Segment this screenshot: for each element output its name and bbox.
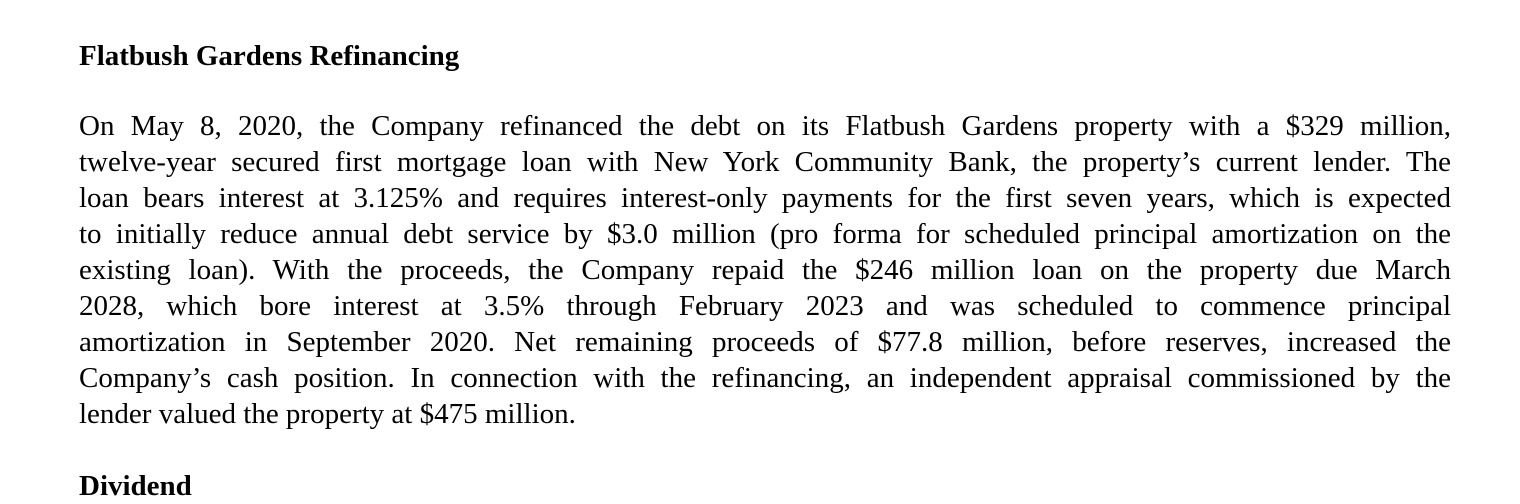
- paragraph-line: On May 8, 2020, the Company refinanced the debt on its Flatbush Gardens property with a $329 million,: [79, 110, 1451, 142]
- refinancing-paragraph: [79, 108, 1451, 432]
- paragraph-line: twelve-year secured first mortgage loan with New York Community Bank, the property’s current lender. The: [79, 146, 1451, 178]
- paragraph-line: to initially reduce annual debt service by $3.0 million (pro forma for scheduled principal amortization on the: [79, 218, 1451, 250]
- section-heading-flatbush-gardens-refinancing: Flatbush Gardens Refinancing: [79, 40, 460, 72]
- paragraph-line: existing loan). With the proceeds, the Company repaid the $246 million loan on the property due March: [79, 254, 1451, 286]
- paragraph-line: amortization in September 2020. Net remaining proceeds of $77.8 million, before reserves, increased the: [79, 326, 1451, 358]
- paragraph-line: 2028, which bore interest at 3.5% through February 2023 and was scheduled to commence principal: [79, 290, 1451, 322]
- section-heading-dividend: Dividend: [79, 470, 192, 502]
- paragraph-line: loan bears interest at 3.125% and requires interest-only payments for the first seven years, which is expected: [79, 182, 1451, 214]
- paragraph-line: lender valued the property at $475 million.: [79, 398, 576, 430]
- paragraph-line: Company’s cash position. In connection with the refinancing, an independent appraisal commissioned by the: [79, 362, 1451, 394]
